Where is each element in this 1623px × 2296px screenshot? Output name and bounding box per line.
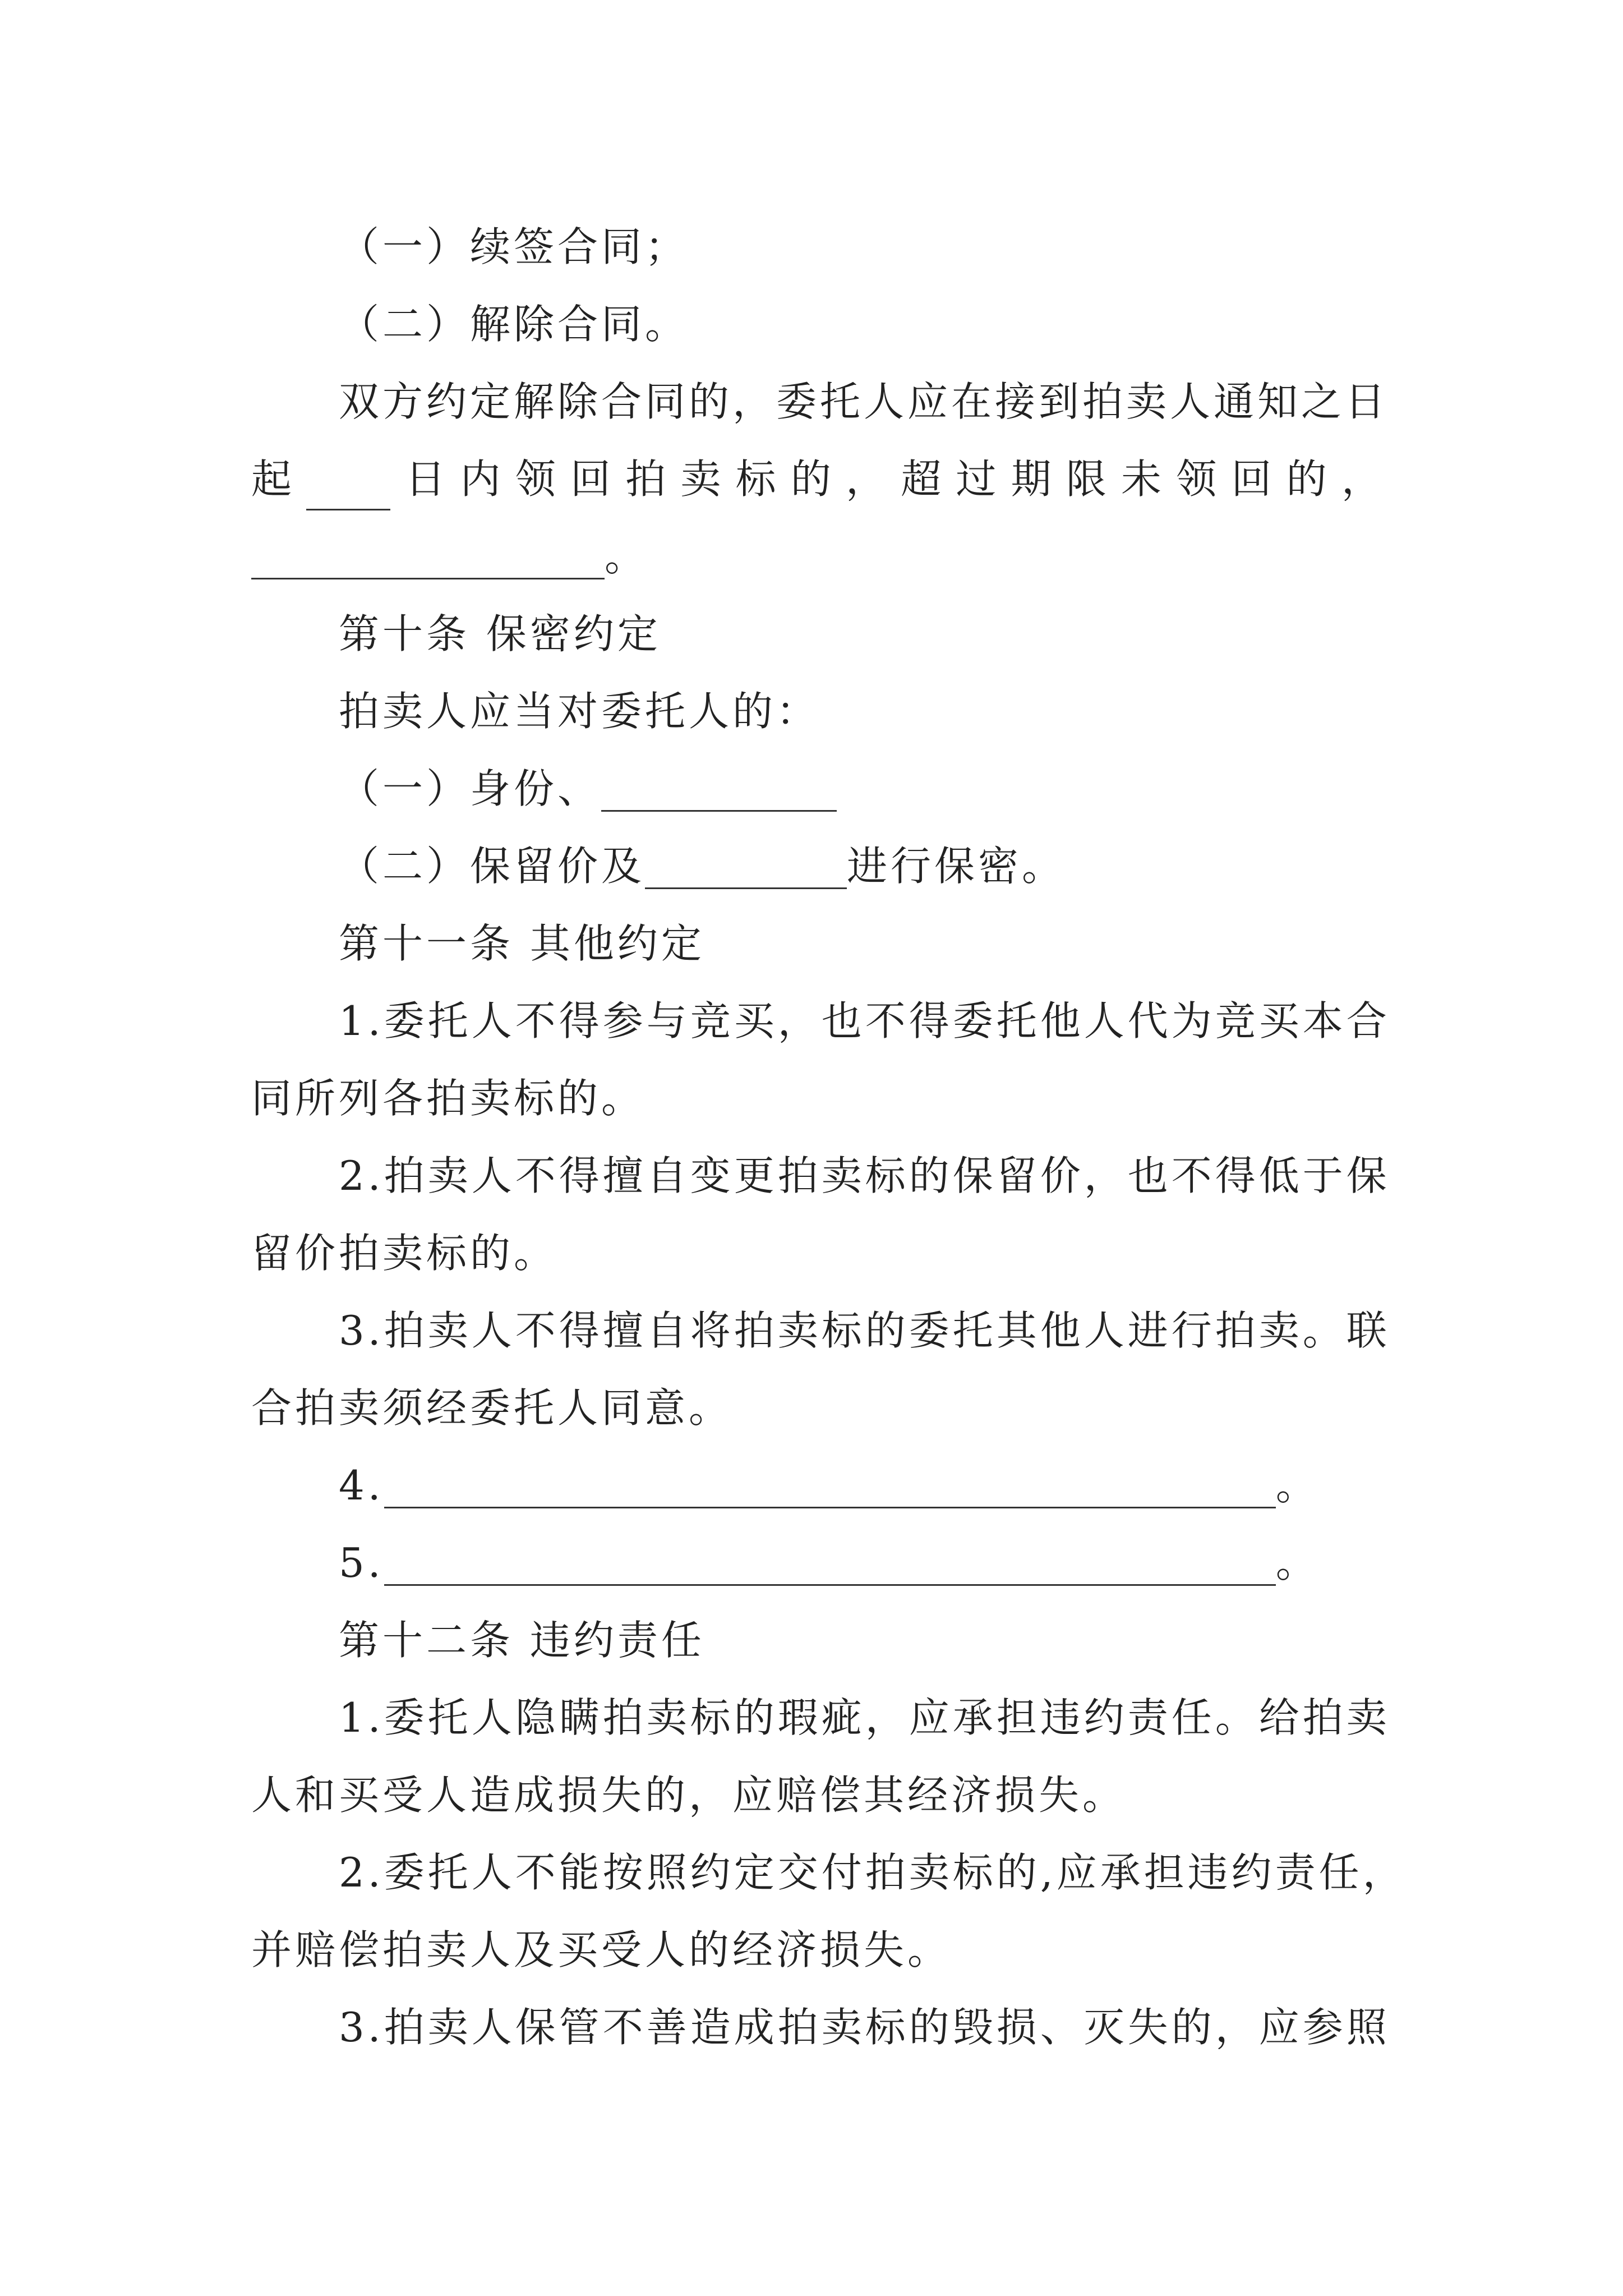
article-12-clause-3-line-1: 3.拍卖人保管不善造成拍卖标的毁损、灭失的，应参照 (339, 2004, 1390, 2051)
termination-paragraph-line-3 (251, 517, 1382, 596)
article-11-clause-5 (339, 1524, 1382, 1602)
confidential-suffix: 进行保密。 (847, 843, 1066, 890)
termination-char-15: 回 (1231, 455, 1272, 503)
termination-char-5: 卖 (680, 455, 721, 503)
article-12-clause-1-line-2: 人和买受人造成损失的，应赔偿其经济损失。 (251, 1772, 1127, 1819)
article-11-clause-3-line-1: 3.拍卖人不得擅自将拍卖标的委托其他人进行拍卖。联 (339, 1307, 1390, 1354)
reserve-price-label: （二）保留价及 (339, 843, 645, 890)
clause-5-number: 5. (339, 1539, 384, 1586)
article-11-clause-1-line-1: 1.委托人不得参与竞买，也不得委托他人代为竞买本合 (339, 997, 1390, 1045)
article-11-heading: 第十一条 其他约定 (339, 920, 705, 967)
termination-char-8: ， (846, 455, 887, 503)
article-10-item-2 (339, 827, 1382, 905)
clause-4-blank[interactable] (384, 1463, 1276, 1508)
termination-paragraph-line-2 (251, 440, 1382, 518)
termination-start-char: 起 (251, 455, 292, 503)
reserve-price-blank[interactable] (645, 844, 847, 889)
termination-char-1: 内 (460, 455, 501, 503)
article-11-clause-4 (339, 1446, 1382, 1525)
article-12-clause-2-line-1: 2.委托人不能按照约定交付拍卖标的,应承担违约责任， (339, 1849, 1407, 1896)
clause-4-period: 。 (1275, 1462, 1320, 1509)
clause-5-period: 。 (1275, 1539, 1320, 1586)
identity-blank[interactable] (601, 766, 837, 812)
termination-char-2: 领 (515, 455, 556, 503)
termination-char-14: 领 (1176, 455, 1217, 503)
termination-char-13: 未 (1121, 455, 1162, 503)
article-12-clause-2-line-2: 并赔偿拍卖人及买受人的经济损失。 (251, 1926, 952, 1973)
article-10-heading: 第十条 保密约定 (339, 610, 661, 657)
termination-period: 。 (605, 533, 649, 580)
clause-4-number: 4. (339, 1462, 384, 1509)
identity-label: （一）身份、 (339, 765, 602, 812)
article-12-heading: 第十二条 违约责任 (339, 1617, 705, 1664)
termination-char-12: 限 (1066, 455, 1106, 503)
clause-5-blank[interactable] (384, 1540, 1276, 1586)
termination-char-3: 回 (570, 455, 611, 503)
article-10-item-1 (339, 749, 1382, 828)
termination-char-9: 超 (901, 455, 942, 503)
termination-char-6: 标 (735, 455, 776, 503)
termination-char-17: ， (1341, 455, 1382, 503)
overdue-consequence-blank[interactable] (251, 534, 605, 579)
article-11-clause-2-line-2: 留价拍卖标的。 (251, 1230, 558, 1277)
article-11-clause-2-line-1: 2.拍卖人不得擅自变更拍卖标的保留价，也不得低于保 (339, 1152, 1390, 1199)
option-renew-contract: （一）续签合同； (339, 223, 689, 270)
article-11-clause-3-line-2: 合拍卖须经委托人同意。 (251, 1384, 733, 1432)
article-10-intro: 拍卖人应当对委托人的： (339, 688, 820, 735)
termination-char-10: 过 (956, 455, 997, 503)
article-11-clause-1-line-2: 同所列各拍卖标的。 (251, 1075, 645, 1122)
days-blank[interactable] (306, 465, 390, 510)
article-12-clause-1-line-1: 1.委托人隐瞒拍卖标的瑕疵，应承担违约责任。给拍卖 (339, 1694, 1390, 1741)
termination-char-11: 期 (1011, 455, 1052, 503)
option-terminate-contract: （二）解除合同。 (339, 301, 689, 348)
termination-char-0: 日 (405, 455, 446, 503)
termination-paragraph-line-1: 双方约定解除合同的，委托人应在接到拍卖人通知之日 (339, 378, 1389, 425)
termination-char-4: 拍 (625, 455, 666, 503)
termination-char-7: 的 (790, 455, 831, 503)
termination-char-16: 的 (1286, 455, 1327, 503)
